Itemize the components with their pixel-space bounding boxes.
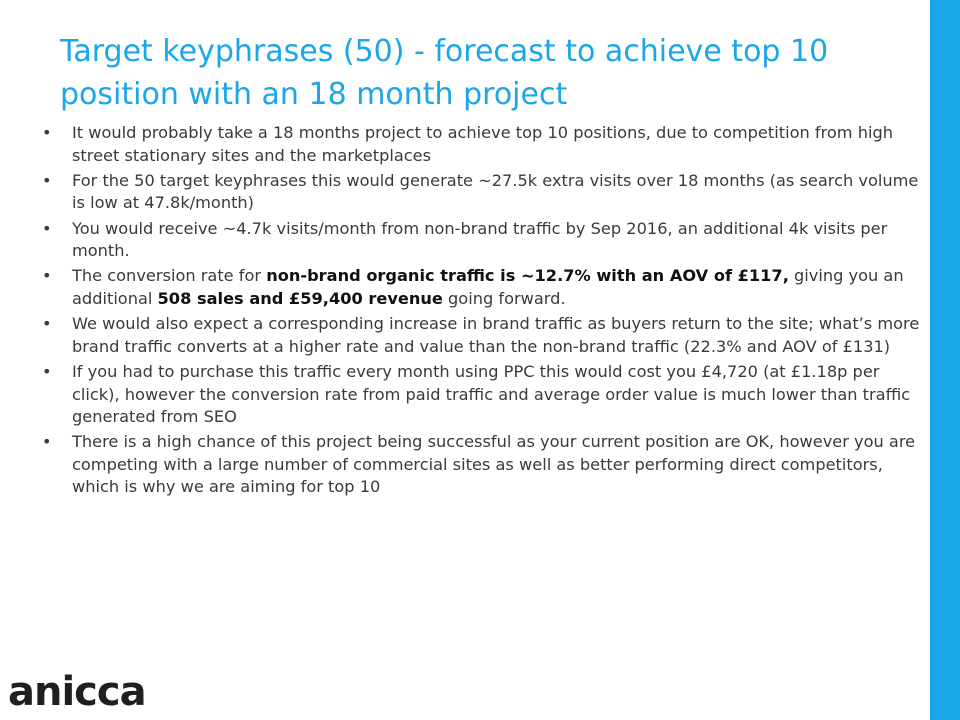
bullet-dot-icon: • [42,361,52,381]
bullet-dot-icon: • [42,218,52,238]
bullet-dot-icon: • [42,123,52,142]
bullet-item [40,218,930,263]
slide-title: Target keyphrases (50) - forecast to achieve top 10 position with an 18 month project [60,34,829,112]
bullet-text: It would probably take a 18 months project to achieve top 10 positions, due to competition from high street stationary sites and the marketplaces [72,123,894,165]
bullet-bold-text: non-brand organic traffic is ~12.7% with an AOV of £117, [266,266,789,286]
bullet-item [40,313,930,358]
bullet-text: giving you an additional [72,266,904,308]
bullet-text: For the 50 target keyphrases this would generate ~27.5k extra visits over 18 months (as search volume is low at 47.8k/month) [72,170,919,213]
bullet-dot-icon: • [42,432,52,452]
accent-bar [930,0,960,720]
bullet-text: going forward. [442,288,566,308]
bullet-text: There is a high chance of this project being successful as your current position are OK, however you are competing with a large number of commercial sites as well as better performing direct competitors, which is why we are aiming for top 10 [72,432,916,497]
bullet-text: We would also expect a corresponding increase in brand traffic as buyers return to the site; what’s more brand traffic converts at a higher rate and value than the non-brand traffic (22.3% and AOV of £131) [72,314,920,356]
bullet-dot-icon: • [42,314,52,334]
bullet-dot-icon: • [42,266,52,286]
bullet-item [40,265,930,310]
bullet-dot-icon: • [42,170,52,190]
bullet-list [40,122,930,502]
bullet-item [40,170,930,215]
bullet-text: You would receive ~4.7k visits/month from non-brand traffic by Sep 2016, an additional 4k visits per month. [72,218,888,261]
bullet-bold-text: 508 sales and £59,400 revenue [157,288,443,308]
bullet-item [40,431,930,499]
bullet-text: The conversion rate for [72,266,267,286]
anicca-logo: anicca [8,669,146,715]
bullet-text: If you had to purchase this traffic every month using PPC this would cost you £4,720 (at £1.18p per click), however the conversion rate from paid traffic and average order value is much lower than traffic generated from SEO [72,361,911,427]
bullet-item [40,122,930,167]
bullet-item [40,361,930,429]
